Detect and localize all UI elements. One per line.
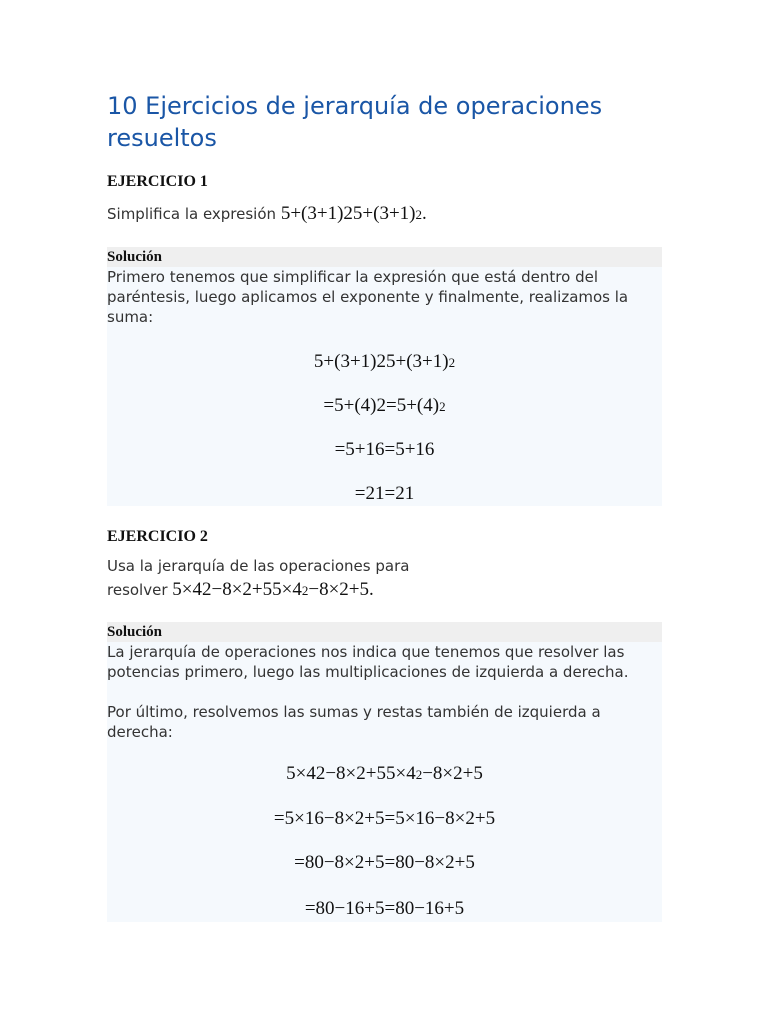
exercise-1-expression: [281, 203, 427, 224]
exercise-2-solution-text-2: Por último, resolvemos las sumas y restas también de izquierda a derecha:: [107, 703, 601, 741]
page-title: 10 Ejercicios de jerarquía de operaciones resueltos: [107, 92, 603, 152]
expression-exponent: 2: [415, 207, 422, 222]
exercise-2-prompt-line-2: resolver: [107, 581, 173, 599]
exercise-1-heading: EJERCICIO 1: [107, 173, 208, 190]
exercise-1-solution-box: [107, 247, 662, 506]
step-main: =5+16=5+16: [334, 439, 435, 460]
step-part-a: =5×16−8×2+5=5×16−8×2+5: [273, 808, 496, 829]
step-exponent: 2: [415, 767, 423, 782]
exercise-1-solution-text: Primero tenemos que simplificar la expresión que está dentro del paréntesis, luego aplicamos el exponente y finalmente, realizamos la suma:: [107, 268, 629, 326]
step-part-b: −8×2+5: [422, 763, 483, 784]
exercise-2-solution-label: Solución: [107, 622, 662, 642]
expression-part-a: 5×42−8×2+55×4: [172, 579, 302, 600]
step-part-a: =80−8×2+5=80−8×2+5: [294, 852, 475, 873]
step-part-a: =80−16+5=80−16+5: [304, 898, 465, 919]
expression-period: .: [369, 579, 374, 600]
exercise-1-prompt-text: Simplifica la expresión: [107, 205, 281, 223]
exercise-2-solution-text-1: La jerarquía de operaciones nos indica que tenemos que resolver las potencias primero, luego las multiplicaciones de izquierda a derecha.: [107, 643, 629, 681]
step-main: 5+(3+1)25+(3+1): [313, 351, 449, 372]
exercise-1-prompt: [107, 202, 662, 227]
step-part-a: 5×42−8×2+55×4: [286, 763, 416, 784]
step-exponent: 2: [448, 355, 456, 370]
expression-exponent: 2: [301, 583, 309, 598]
exercise-2-solution-box: [107, 622, 662, 922]
step-main: =21=21: [354, 483, 415, 504]
exercise-2-prompt: [107, 554, 662, 603]
exercise-1-step-2: [107, 395, 662, 417]
exercise-1-solution-label: Solución: [107, 247, 662, 267]
expression-main: 5+(3+1)25+(3+1): [280, 203, 416, 224]
exercise-2-heading: EJERCICIO 2: [107, 528, 208, 545]
exercise-1-step-3: [107, 439, 662, 461]
exercise-2-step-3: [107, 852, 662, 874]
exercise-1-step-1: [107, 351, 662, 373]
exercise-2-step-1: [107, 763, 662, 785]
step-main: =5+(4)2=5+(4): [323, 395, 440, 416]
step-exponent: 2: [439, 399, 446, 414]
exercise-2-prompt-line-1: Usa la jerarquía de las operaciones para: [107, 557, 410, 575]
exercise-2-expression: [172, 579, 373, 600]
exercise-2-step-2: [107, 808, 662, 830]
exercise-2-step-4: [107, 898, 662, 920]
expression-period: .: [421, 203, 427, 224]
expression-part-b: −8×2+5: [308, 579, 370, 600]
exercise-1-step-4: [107, 483, 662, 505]
